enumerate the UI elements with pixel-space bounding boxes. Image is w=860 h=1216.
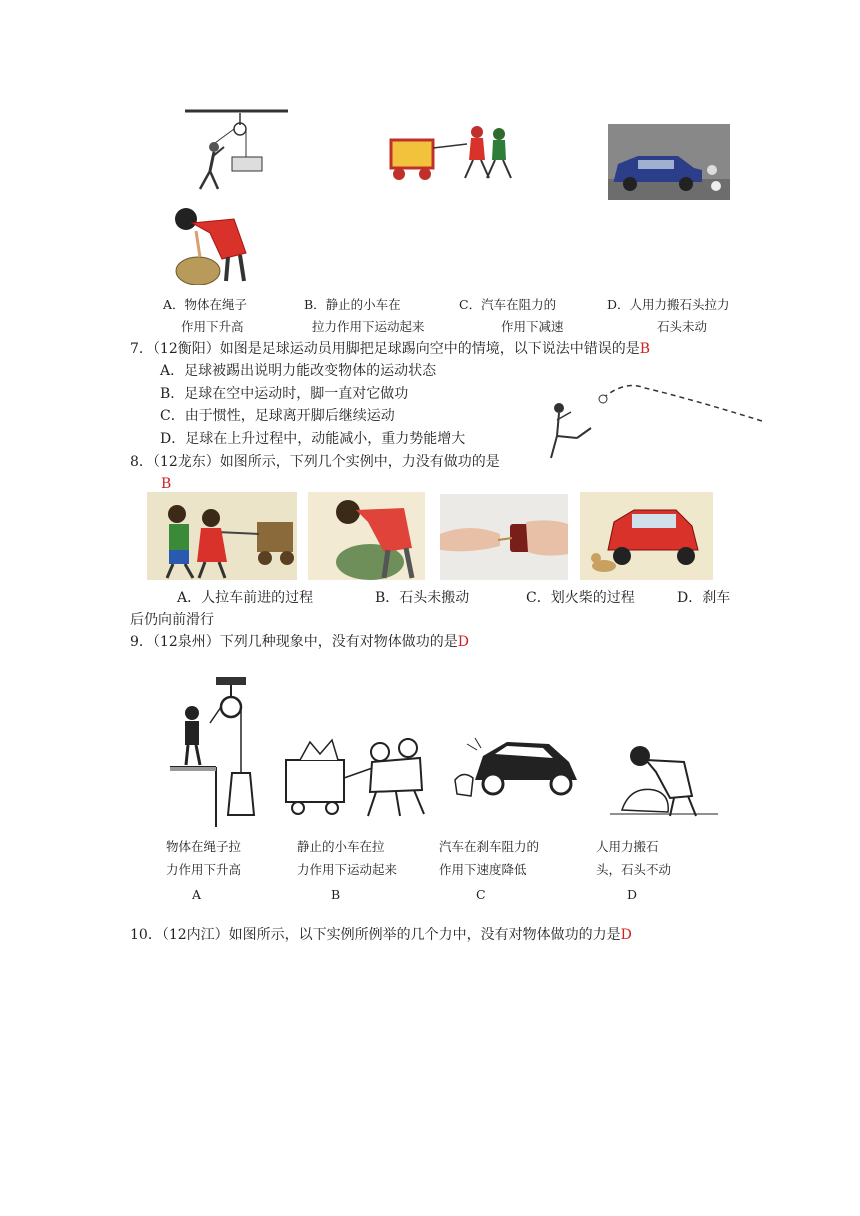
q7-option-b: B．足球在空中运动时，脚一直对它做功 [160,386,409,402]
q9-caption-a-letter: A [192,887,202,902]
car-braking-photo-2 [580,492,713,580]
q7-stem [130,339,650,359]
q8-option-d: D．刹车 [677,590,731,606]
q9-caption-b-line2: 力作用下运动起来 [297,862,398,877]
q10-stem [130,925,632,945]
q10-number: 10． [130,927,162,943]
striking-match-photo [440,494,568,580]
q8-answer: B [161,476,172,492]
q9-text: （12泉州）下列几种现象中，没有对物体做功的是 [152,634,458,650]
pulling-cart-figure [385,122,515,184]
q8-stem [130,452,500,472]
car-sketch-figure [445,730,585,810]
q9-caption-c-letter: C [476,887,486,902]
q6-caption-c-line2: 作用下减速 [501,319,564,334]
q7-option-a: A．足球被踢出说明力能改变物体的运动状态 [160,363,437,379]
q6-caption-d-line2: 石头未动 [657,319,708,334]
q8-option-a: A．人拉车前进的过程 [177,590,314,606]
q9-caption-a-line2: 力作用下升高 [166,862,242,877]
q9-caption-b-letter: B [331,887,341,902]
q7-text: （12衡阳）如图是足球运动员用脚把足球踢向空中的情境，以下说法中错误的是 [152,341,640,357]
q9-number: 9． [130,634,153,650]
q8-text: （12龙东）如图所示，下列几个实例中，力没有做功的是 [152,454,500,470]
pull-cart-photo [147,492,297,580]
lifting-stone-figure [170,205,255,285]
pulley-sketch-figure [170,675,265,830]
q6-caption-d-line1: D．人用力搬石头拉力 [607,297,730,312]
cart-sketch-figure [280,730,440,830]
q9-caption-a-line1: 物体在绳子拉 [166,839,242,854]
q6-caption-a-line2: 作用下升高 [181,319,244,334]
q8-number: 8． [130,454,153,470]
q6-caption-b-line1: B．静止的小车在 [304,297,401,312]
q9-caption-b-line1: 静止的小车在拉 [297,839,385,854]
q10-text: （12内江）如图所示，以下实例所例举的几个力中，没有对物体做功的力是 [161,927,621,943]
q9-answer: D [457,634,469,650]
q7-answer: B [639,341,651,357]
q8-option-d-continued: 后仍向前滑行 [130,612,214,628]
q6-caption-b-line2: 拉力作用下运动起来 [312,319,425,334]
q9-caption-d-letter: D [627,887,638,902]
football-kick-figure [545,380,770,465]
q8-option-c: C．划火柴的过程 [526,590,635,606]
q9-caption-d-line2: 头，石头不动 [596,862,672,877]
q9-caption-c-line1: 汽车在刹车阻力的 [439,839,540,854]
pulley-lift-figure [180,105,290,195]
q8-option-b: B．石头未搬动 [375,590,470,606]
q7-option-d: D．足球在上升过程中，动能减小，重力势能增大 [160,431,466,447]
q7-number: 7． [130,341,153,357]
q7-option-c: C．由于惯性，足球离开脚后继续运动 [160,408,395,424]
q6-caption-a-line1: A．物体在绳子 [163,297,248,312]
stone-sketch-figure [610,740,720,820]
q10-answer: D [620,927,632,943]
q9-caption-c-line2: 作用下速度降低 [439,862,527,877]
q9-stem [130,632,469,652]
car-braking-photo [608,124,730,200]
q9-caption-d-line1: 人用力搬石 [596,839,659,854]
q6-caption-c-line1: C．汽车在阻力的 [459,297,557,312]
stone-not-moved-photo [308,492,425,580]
